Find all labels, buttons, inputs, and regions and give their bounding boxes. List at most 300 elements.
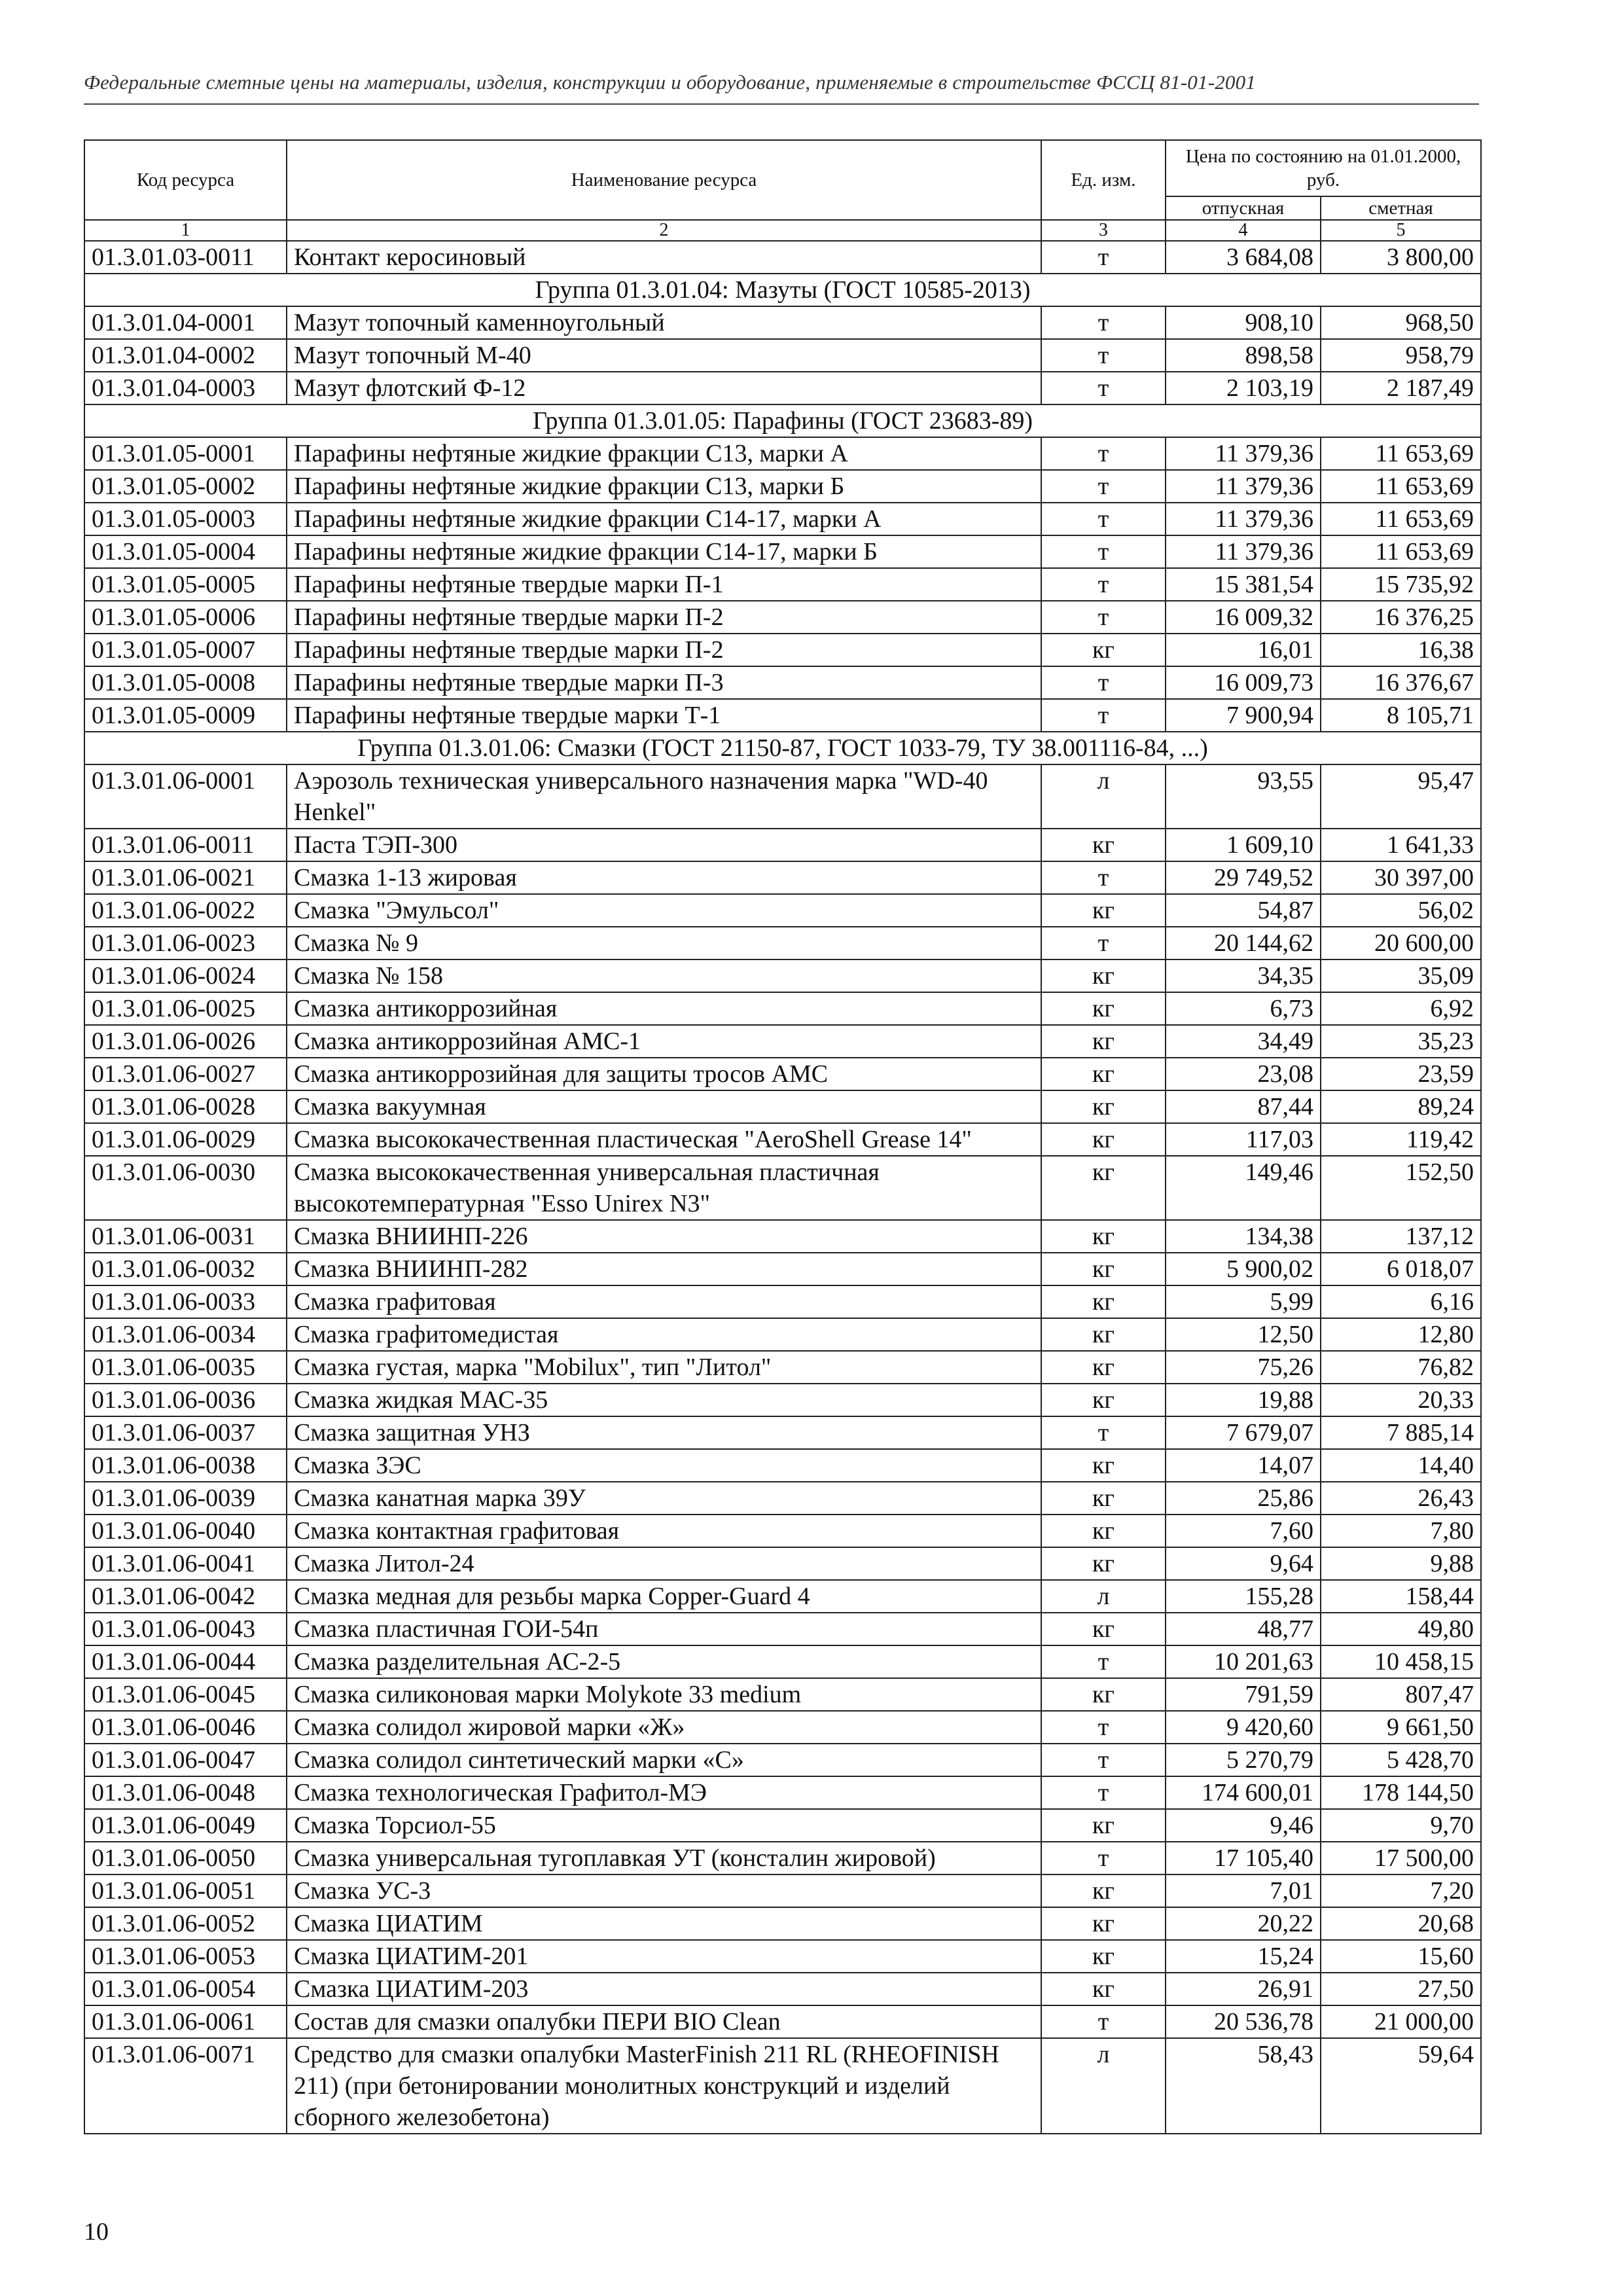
resource-name: Смазка антикоррозийная АМС-1 (287, 1025, 1041, 1058)
unit-of-measure: кг (1041, 634, 1166, 666)
page-number: 10 (84, 2218, 109, 2246)
unit-of-measure: т (1041, 568, 1166, 601)
table-row (84, 1482, 1481, 1515)
resource-name: Смазка силиконовая марки Molykote 33 medium (287, 1678, 1041, 1711)
resource-code: 01.3.01.06-0036 (84, 1384, 287, 1416)
release-price: 87,44 (1166, 1090, 1321, 1123)
release-price: 7,01 (1166, 1874, 1321, 1907)
table-row (84, 1809, 1481, 1842)
resource-code: 01.3.01.06-0028 (84, 1090, 287, 1123)
resource-name: Смазка защитная УНЗ (287, 1416, 1041, 1449)
estimate-price: 968,50 (1321, 306, 1481, 339)
release-price: 134,38 (1166, 1220, 1321, 1253)
unit-of-measure: кг (1041, 1220, 1166, 1253)
resource-code: 01.3.01.06-0023 (84, 927, 287, 960)
table-row (84, 1744, 1481, 1776)
resource-code: 01.3.01.05-0005 (84, 568, 287, 601)
table-row (84, 1025, 1481, 1058)
resource-name: Средство для смазки опалубки MasterFinish 211 RL (RHEOFINISH 211) (при бетонировании монолитных конструкций и изделий сборного железобетона) (287, 2038, 1041, 2134)
resource-name: Паста ТЭП-300 (287, 829, 1041, 861)
resource-name: Смазка высококачественная универсальная пластичная высокотемпературная "Esso Unirex N3" (287, 1156, 1041, 1220)
table-row (84, 1351, 1481, 1384)
column-number: 3 (1041, 220, 1166, 241)
resource-name: Парафины нефтяные твердые марки П-2 (287, 601, 1041, 634)
estimate-price: 10 458,15 (1321, 1645, 1481, 1678)
estimate-price: 76,82 (1321, 1351, 1481, 1384)
table-row (84, 1416, 1481, 1449)
unit-of-measure: кг (1041, 1285, 1166, 1318)
resource-name: Смазка разделительная АС-2-5 (287, 1645, 1041, 1678)
release-price: 1 609,10 (1166, 829, 1321, 861)
unit-of-measure: кг (1041, 1973, 1166, 2005)
unit-of-measure: т (1041, 339, 1166, 372)
resource-name: Смазка ВНИИНП-282 (287, 1253, 1041, 1285)
table-row (84, 927, 1481, 960)
resource-name: Смазка графитовая (287, 1285, 1041, 1318)
resource-name: Парафины нефтяные жидкие фракции С14-17, марки Б (287, 535, 1041, 568)
resource-code: 01.3.01.06-0034 (84, 1318, 287, 1351)
group-heading-row (84, 404, 1481, 437)
resource-name: Парафины нефтяные жидкие фракции С14-17, марки А (287, 503, 1041, 535)
unit-of-measure: т (1041, 372, 1166, 404)
resource-code: 01.3.01.06-0052 (84, 1907, 287, 1940)
table-row (84, 1678, 1481, 1711)
release-price: 11 379,36 (1166, 437, 1321, 470)
resource-name: Смазка графитомедистая (287, 1318, 1041, 1351)
unit-of-measure: т (1041, 1645, 1166, 1678)
table-row (84, 1384, 1481, 1416)
table-row (84, 1123, 1481, 1156)
release-price: 15,24 (1166, 1940, 1321, 1973)
release-price: 11 379,36 (1166, 503, 1321, 535)
unit-of-measure: т (1041, 699, 1166, 732)
release-price: 174 600,01 (1166, 1776, 1321, 1809)
resource-code: 01.3.01.06-0030 (84, 1156, 287, 1220)
release-price: 5,99 (1166, 1285, 1321, 1318)
table-row (84, 699, 1481, 732)
release-price: 16 009,32 (1166, 601, 1321, 634)
release-price: 17 105,40 (1166, 1842, 1321, 1874)
estimate-price: 26,43 (1321, 1482, 1481, 1515)
resource-name: Смазка УС-3 (287, 1874, 1041, 1907)
table-row (84, 601, 1481, 634)
price-table (84, 139, 1482, 2134)
resource-code: 01.3.01.06-0041 (84, 1547, 287, 1580)
release-price: 2 103,19 (1166, 372, 1321, 404)
unit-of-measure: т (1041, 601, 1166, 634)
unit-of-measure: кг (1041, 1613, 1166, 1645)
unit-of-measure: кг (1041, 1318, 1166, 1351)
resource-code: 01.3.01.05-0002 (84, 470, 287, 503)
unit-of-measure: т (1041, 503, 1166, 535)
unit-of-measure: т (1041, 1416, 1166, 1449)
resource-code: 01.3.01.06-0061 (84, 2005, 287, 2038)
resource-code: 01.3.01.05-0004 (84, 535, 287, 568)
release-price: 34,35 (1166, 960, 1321, 992)
unit-of-measure: т (1041, 1842, 1166, 1874)
estimate-price: 807,47 (1321, 1678, 1481, 1711)
release-price: 9 420,60 (1166, 1711, 1321, 1744)
release-price: 11 379,36 (1166, 535, 1321, 568)
resource-name: Смазка Торсиол-55 (287, 1809, 1041, 1842)
estimate-price: 49,80 (1321, 1613, 1481, 1645)
unit-of-measure: кг (1041, 1940, 1166, 1973)
resource-code: 01.3.01.06-0044 (84, 1645, 287, 1678)
estimate-price: 14,40 (1321, 1449, 1481, 1482)
estimate-price: 7,20 (1321, 1874, 1481, 1907)
unit-of-measure: кг (1041, 1449, 1166, 1482)
resource-code: 01.3.01.06-0024 (84, 960, 287, 992)
release-price: 898,58 (1166, 339, 1321, 372)
estimate-price: 6,16 (1321, 1285, 1481, 1318)
release-price: 9,64 (1166, 1547, 1321, 1580)
unit-of-measure: кг (1041, 960, 1166, 992)
resource-name: Смазка № 158 (287, 960, 1041, 992)
estimate-price: 15,60 (1321, 1940, 1481, 1973)
unit-of-measure: т (1041, 927, 1166, 960)
unit-of-measure: т (1041, 666, 1166, 699)
estimate-price: 3 800,00 (1321, 241, 1481, 274)
unit-of-measure: кг (1041, 1025, 1166, 1058)
release-price: 791,59 (1166, 1678, 1321, 1711)
resource-code: 01.3.01.06-0026 (84, 1025, 287, 1058)
estimate-price: 11 653,69 (1321, 535, 1481, 568)
resource-name: Парафины нефтяные твердые марки П-1 (287, 568, 1041, 601)
table-row (84, 568, 1481, 601)
resource-name: Смазка ВНИИНП-226 (287, 1220, 1041, 1253)
estimate-price: 8 105,71 (1321, 699, 1481, 732)
table-row (84, 503, 1481, 535)
release-price: 16 009,73 (1166, 666, 1321, 699)
resource-code: 01.3.01.04-0003 (84, 372, 287, 404)
table-row (84, 1318, 1481, 1351)
unit-of-measure: кг (1041, 1253, 1166, 1285)
release-price: 15 381,54 (1166, 568, 1321, 601)
resource-name: Парафины нефтяные твердые марки П-2 (287, 634, 1041, 666)
unit-of-measure: кг (1041, 1090, 1166, 1123)
resource-code: 01.3.01.06-0022 (84, 894, 287, 927)
estimate-price: 958,79 (1321, 339, 1481, 372)
table-row (84, 535, 1481, 568)
unit-of-measure: кг (1041, 1058, 1166, 1090)
estimate-price: 5 428,70 (1321, 1744, 1481, 1776)
release-price: 20 144,62 (1166, 927, 1321, 960)
group-heading-row (84, 732, 1481, 764)
resource-code: 01.3.01.06-0050 (84, 1842, 287, 1874)
release-price: 3 684,08 (1166, 241, 1321, 274)
release-price: 11 379,36 (1166, 470, 1321, 503)
table-row (84, 372, 1481, 404)
resource-code: 01.3.01.05-0007 (84, 634, 287, 666)
resource-code: 01.3.01.06-0001 (84, 764, 287, 829)
resource-name: Смазка антикоррозийная (287, 992, 1041, 1025)
estimate-price: 15 735,92 (1321, 568, 1481, 601)
column-header-price: Цена по состоянию на 01.01.2000, руб. (1166, 140, 1481, 196)
table-row (84, 1156, 1481, 1220)
estimate-price: 178 144,50 (1321, 1776, 1481, 1809)
resource-code: 01.3.01.05-0009 (84, 699, 287, 732)
table-body (84, 241, 1481, 2134)
resource-code: 01.3.01.06-0040 (84, 1515, 287, 1547)
resource-code: 01.3.01.06-0027 (84, 1058, 287, 1090)
table-row (84, 666, 1481, 699)
resource-name: Состав для смазки опалубки ПЕРИ BIO Clean (287, 2005, 1041, 2038)
resource-code: 01.3.01.06-0042 (84, 1580, 287, 1613)
estimate-price: 89,24 (1321, 1090, 1481, 1123)
estimate-price: 21 000,00 (1321, 2005, 1481, 2038)
resource-code: 01.3.01.06-0033 (84, 1285, 287, 1318)
estimate-price: 158,44 (1321, 1580, 1481, 1613)
resource-code: 01.3.01.06-0046 (84, 1711, 287, 1744)
resource-code: 01.3.01.06-0029 (84, 1123, 287, 1156)
table-row (84, 1090, 1481, 1123)
estimate-price: 2 187,49 (1321, 372, 1481, 404)
header-rule (84, 103, 1479, 105)
release-price: 12,50 (1166, 1318, 1321, 1351)
resource-code: 01.3.01.06-0035 (84, 1351, 287, 1384)
release-price: 155,28 (1166, 1580, 1321, 1613)
unit-of-measure: л (1041, 764, 1166, 829)
release-price: 58,43 (1166, 2038, 1321, 2134)
unit-of-measure: кг (1041, 1907, 1166, 1940)
unit-of-measure: кг (1041, 1123, 1166, 1156)
estimate-price: 6 018,07 (1321, 1253, 1481, 1285)
estimate-price: 20,68 (1321, 1907, 1481, 1940)
release-price: 7 900,94 (1166, 699, 1321, 732)
table-row (84, 1547, 1481, 1580)
resource-code: 01.3.01.06-0021 (84, 861, 287, 894)
table-row (84, 992, 1481, 1025)
resource-code: 01.3.01.06-0045 (84, 1678, 287, 1711)
table-row (84, 2038, 1481, 2134)
resource-code: 01.3.01.06-0039 (84, 1482, 287, 1515)
resource-name: Смазка канатная марка 39У (287, 1482, 1041, 1515)
unit-of-measure: т (1041, 470, 1166, 503)
unit-of-measure: т (1041, 306, 1166, 339)
release-price: 6,73 (1166, 992, 1321, 1025)
estimate-price: 7 885,14 (1321, 1416, 1481, 1449)
resource-name: Смазка ЗЭС (287, 1449, 1041, 1482)
estimate-price: 16,38 (1321, 634, 1481, 666)
unit-of-measure: т (1041, 1711, 1166, 1744)
estimate-price: 35,09 (1321, 960, 1481, 992)
release-price: 29 749,52 (1166, 861, 1321, 894)
release-price: 9,46 (1166, 1809, 1321, 1842)
resource-name: Смазка вакуумная (287, 1090, 1041, 1123)
resource-name: Парафины нефтяные жидкие фракции С13, марки А (287, 437, 1041, 470)
estimate-price: 7,80 (1321, 1515, 1481, 1547)
resource-code: 01.3.01.06-0031 (84, 1220, 287, 1253)
unit-of-measure: л (1041, 2038, 1166, 2134)
table-row (84, 1645, 1481, 1678)
unit-of-measure: кг (1041, 992, 1166, 1025)
table-row (84, 1285, 1481, 1318)
release-price: 25,86 (1166, 1482, 1321, 1515)
resource-name: Смазка "Эмульсол" (287, 894, 1041, 927)
estimate-price: 12,80 (1321, 1318, 1481, 1351)
table-row (84, 1449, 1481, 1482)
resource-name: Смазка медная для резьбы марка Copper-Guard 4 (287, 1580, 1041, 1613)
unit-of-measure: т (1041, 1744, 1166, 1776)
estimate-price: 23,59 (1321, 1058, 1481, 1090)
resource-name: Аэрозоль техническая универсального назначения марка "WD-40 Henkel" (287, 764, 1041, 829)
table-row (84, 437, 1481, 470)
release-price: 75,26 (1166, 1351, 1321, 1384)
resource-code: 01.3.01.06-0053 (84, 1940, 287, 1973)
resource-code: 01.3.01.06-0047 (84, 1744, 287, 1776)
release-price: 117,03 (1166, 1123, 1321, 1156)
estimate-price: 95,47 (1321, 764, 1481, 829)
resource-name: Мазут топочный М-40 (287, 339, 1041, 372)
running-header: Федеральные сметные цены на материалы, изделия, конструкции и оборудование, применяемые в строительстве ФССЦ 81-01-2001 (84, 71, 1257, 94)
resource-code: 01.3.01.06-0038 (84, 1449, 287, 1482)
resource-name: Смазка № 9 (287, 927, 1041, 960)
unit-of-measure: кг (1041, 829, 1166, 861)
estimate-price: 20 600,00 (1321, 927, 1481, 960)
release-price: 5 900,02 (1166, 1253, 1321, 1285)
column-number: 4 (1166, 220, 1321, 241)
resource-code: 01.3.01.06-0071 (84, 2038, 287, 2134)
resource-code: 01.3.01.04-0002 (84, 339, 287, 372)
table-row (84, 960, 1481, 992)
resource-name: Смазка жидкая МАС-35 (287, 1384, 1041, 1416)
group-heading: Группа 01.3.01.04: Мазуты (ГОСТ 10585-2013) (84, 274, 1481, 306)
table-row (84, 1842, 1481, 1874)
release-price: 16,01 (1166, 634, 1321, 666)
estimate-price: 9,70 (1321, 1809, 1481, 1842)
unit-of-measure: кг (1041, 1809, 1166, 1842)
column-header-name: Наименование ресурса (287, 140, 1041, 220)
resource-name: Смазка солидол синтетический марки «С» (287, 1744, 1041, 1776)
resource-code: 01.3.01.05-0006 (84, 601, 287, 634)
resource-name: Парафины нефтяные твердые марки Т-1 (287, 699, 1041, 732)
unit-of-measure: т (1041, 437, 1166, 470)
unit-of-measure: л (1041, 1580, 1166, 1613)
table-row (84, 339, 1481, 372)
estimate-price: 6,92 (1321, 992, 1481, 1025)
table-row (84, 1058, 1481, 1090)
resource-name: Смазка солидол жировой марки «Ж» (287, 1711, 1041, 1744)
unit-of-measure: т (1041, 1776, 1166, 1809)
resource-code: 01.3.01.06-0054 (84, 1973, 287, 2005)
estimate-price: 16 376,67 (1321, 666, 1481, 699)
table-row (84, 1613, 1481, 1645)
release-price: 5 270,79 (1166, 1744, 1321, 1776)
resource-code: 01.3.01.06-0049 (84, 1809, 287, 1842)
group-heading: Группа 01.3.01.05: Парафины (ГОСТ 23683-89) (84, 404, 1481, 437)
resource-name: Мазут топочный каменноугольный (287, 306, 1041, 339)
release-price: 20 536,78 (1166, 2005, 1321, 2038)
estimate-price: 11 653,69 (1321, 470, 1481, 503)
resource-code: 01.3.01.06-0048 (84, 1776, 287, 1809)
estimate-price: 35,23 (1321, 1025, 1481, 1058)
resource-code: 01.3.01.06-0032 (84, 1253, 287, 1285)
unit-of-measure: кг (1041, 1547, 1166, 1580)
resource-name: Смазка 1-13 жировая (287, 861, 1041, 894)
table-row (84, 861, 1481, 894)
estimate-price: 17 500,00 (1321, 1842, 1481, 1874)
release-price: 34,49 (1166, 1025, 1321, 1058)
unit-of-measure: кг (1041, 1384, 1166, 1416)
table-row (84, 1220, 1481, 1253)
release-price: 7,60 (1166, 1515, 1321, 1547)
table-row (84, 1253, 1481, 1285)
column-header-release-price: отпускная (1166, 196, 1321, 220)
resource-code: 01.3.01.03-0011 (84, 241, 287, 274)
release-price: 23,08 (1166, 1058, 1321, 1090)
release-price: 908,10 (1166, 306, 1321, 339)
resource-name: Смазка контактная графитовая (287, 1515, 1041, 1547)
unit-of-measure: т (1041, 241, 1166, 274)
estimate-price: 20,33 (1321, 1384, 1481, 1416)
release-price: 20,22 (1166, 1907, 1321, 1940)
estimate-price: 59,64 (1321, 2038, 1481, 2134)
release-price: 48,77 (1166, 1613, 1321, 1645)
table-row (84, 1940, 1481, 1973)
resource-name: Смазка Литол-24 (287, 1547, 1041, 1580)
resource-code: 01.3.01.06-0037 (84, 1416, 287, 1449)
resource-name: Смазка ЦИАТИМ (287, 1907, 1041, 1940)
column-header-unit: Ед. изм. (1041, 140, 1166, 220)
resource-name: Смазка высококачественная пластическая "AeroShell Grease 14" (287, 1123, 1041, 1156)
column-number: 1 (84, 220, 287, 241)
unit-of-measure: т (1041, 535, 1166, 568)
column-number: 5 (1321, 220, 1481, 241)
table-row (84, 2005, 1481, 2038)
table-row (84, 764, 1481, 829)
resource-name: Смазка антикоррозийная для защиты тросов АМС (287, 1058, 1041, 1090)
resource-code: 01.3.01.05-0008 (84, 666, 287, 699)
release-price: 10 201,63 (1166, 1645, 1321, 1678)
unit-of-measure: т (1041, 2005, 1166, 2038)
estimate-price: 119,42 (1321, 1123, 1481, 1156)
table-row (84, 1874, 1481, 1907)
column-number: 2 (287, 220, 1041, 241)
unit-of-measure: кг (1041, 894, 1166, 927)
resource-code: 01.3.01.06-0011 (84, 829, 287, 861)
release-price: 149,46 (1166, 1156, 1321, 1220)
resource-name: Смазка ЦИАТИМ-201 (287, 1940, 1041, 1973)
column-header-estimate-price: сметная (1321, 196, 1481, 220)
table-row (84, 829, 1481, 861)
unit-of-measure: кг (1041, 1482, 1166, 1515)
unit-of-measure: кг (1041, 1351, 1166, 1384)
resource-name: Смазка универсальная тугоплавкая УТ (консталин жировой) (287, 1842, 1041, 1874)
estimate-price: 11 653,69 (1321, 437, 1481, 470)
estimate-price: 11 653,69 (1321, 503, 1481, 535)
resource-code: 01.3.01.06-0043 (84, 1613, 287, 1645)
resource-code: 01.3.01.05-0001 (84, 437, 287, 470)
column-header-code: Код ресурса (84, 140, 287, 220)
release-price: 7 679,07 (1166, 1416, 1321, 1449)
table-row (84, 1776, 1481, 1809)
estimate-price: 137,12 (1321, 1220, 1481, 1253)
table-row (84, 1907, 1481, 1940)
resource-name: Смазка густая, марка "Mobilux", тип "Литол" (287, 1351, 1041, 1384)
estimate-price: 1 641,33 (1321, 829, 1481, 861)
resource-name: Контакт керосиновый (287, 241, 1041, 274)
table-row (84, 1580, 1481, 1613)
table-row (84, 894, 1481, 927)
resource-name: Парафины нефтяные жидкие фракции С13, марки Б (287, 470, 1041, 503)
estimate-price: 152,50 (1321, 1156, 1481, 1220)
release-price: 14,07 (1166, 1449, 1321, 1482)
estimate-price: 56,02 (1321, 894, 1481, 927)
resource-code: 01.3.01.06-0051 (84, 1874, 287, 1907)
resource-name: Парафины нефтяные твердые марки П-3 (287, 666, 1041, 699)
release-price: 26,91 (1166, 1973, 1321, 2005)
resource-name: Смазка ЦИАТИМ-203 (287, 1973, 1041, 2005)
